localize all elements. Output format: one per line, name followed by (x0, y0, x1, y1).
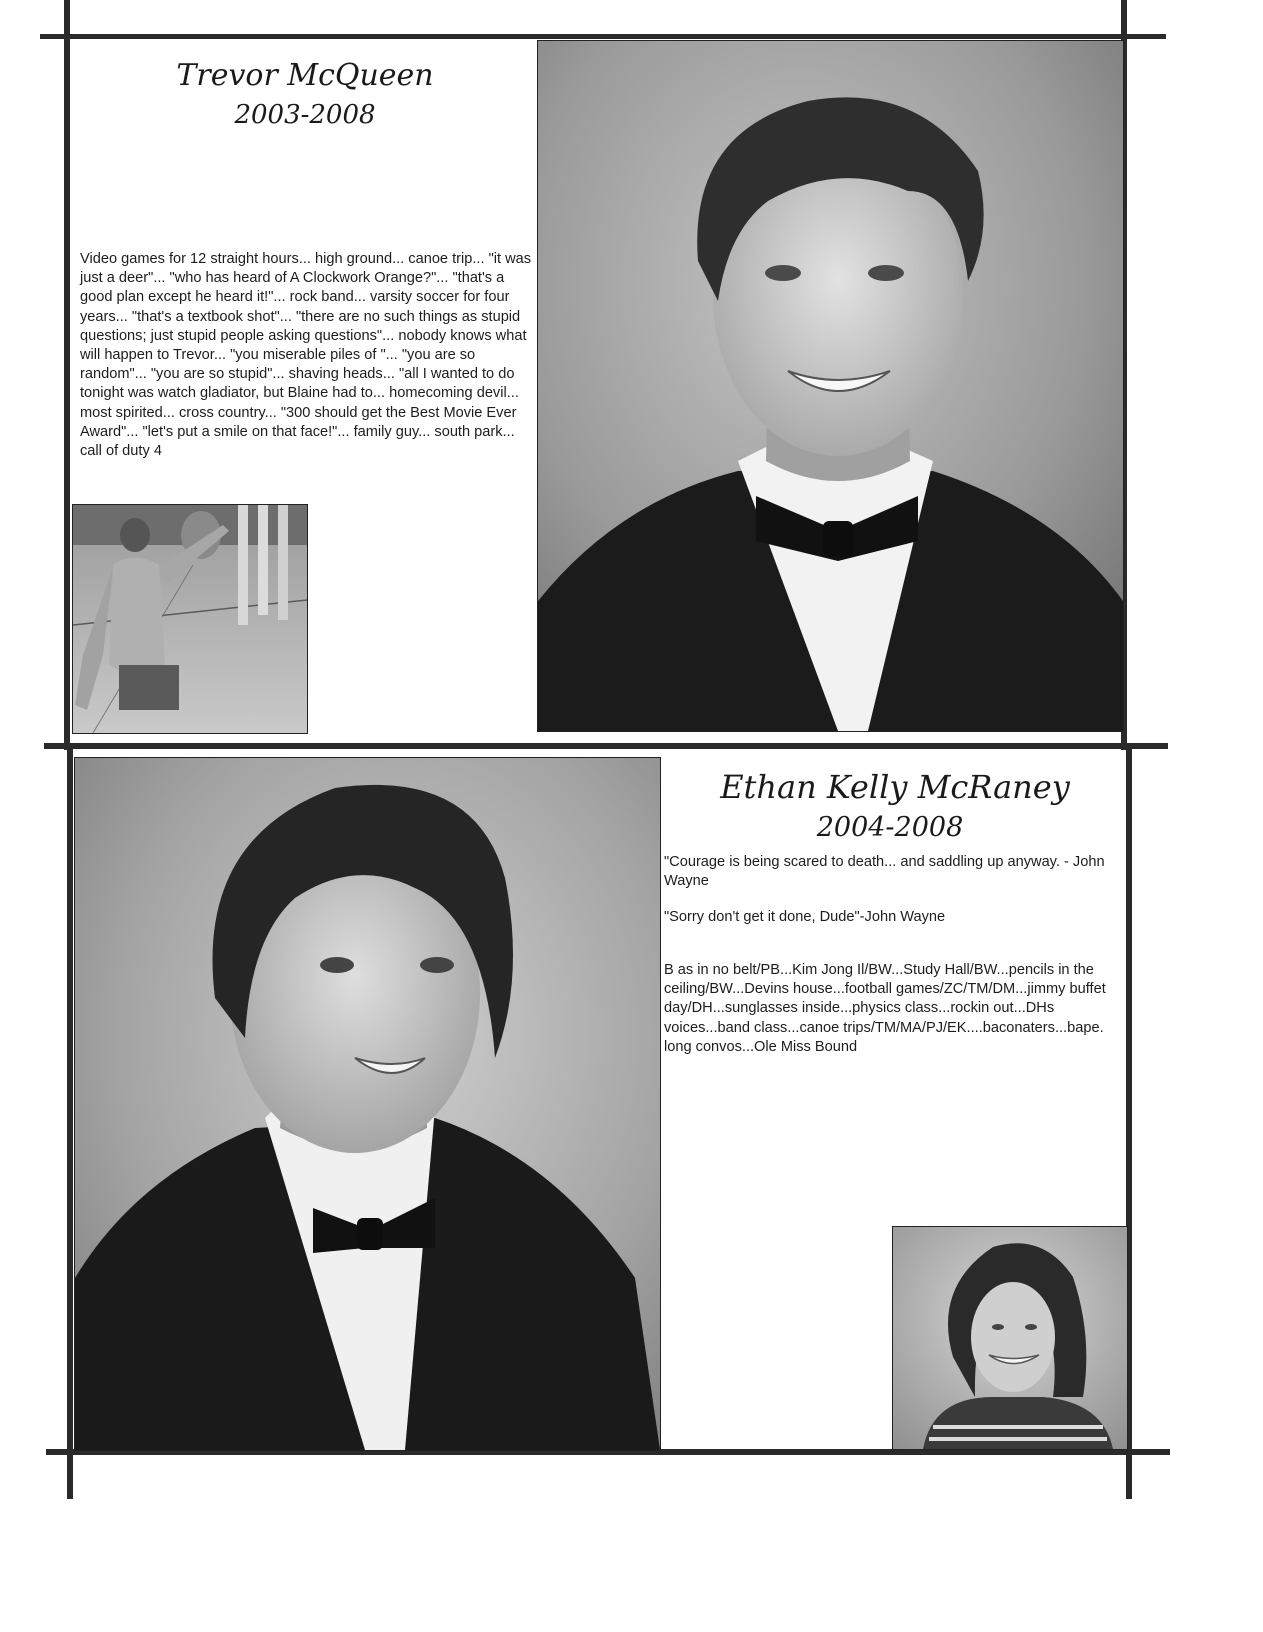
student-name: Ethan Kelly McRaney (720, 768, 1070, 806)
portrait-photo (74, 757, 661, 1451)
student-bio: B as in no belt/PB...Kim Jong Il/BW...Study Hall/BW...pencils in the ceiling/BW...Devins house...football games/ZC/TM/DM...jimmy buffet day/DH...sunglasses inside...physics class...rockin out...DHs voices...band class...canoe trips/TM/MA/PJ/EK....baconaters...bape. long convos...Ole Miss Bound (664, 962, 1106, 1055)
frame-rule-top (40, 34, 1166, 39)
quote-2: "Sorry don't get it done, Dude"-John Wayne (664, 909, 946, 925)
frame-rule-middle (44, 743, 1168, 749)
candid-photo (72, 504, 308, 734)
student-name: Trevor McQueen (176, 58, 434, 93)
portrait-photo (537, 40, 1124, 732)
quote-1: "Courage is being scared to death... and saddling up anyway. - John Wayne (664, 854, 1105, 890)
student-bio: Video games for 12 straight hours... high ground... canoe trip... "it was just a deer"... "who has heard of A Clockwork Orange?"... "that's a good plan except he heard it!"... rock band... varsity soccer for four years... "that's a textbook shot"... "there are no such things as stupid questions; just stupid people asking questions"... nobody knows what will happen to Trevor... "you miserable piles of "... "you are so random"... "you are so stupid"... shaving heads... "all I wanted to do tonight was watch gladiator, but Blaine had to... homecoming devil... most spirited... cross country... "300 should get the Best Movie Ever Award"... "let's put a smile on that face!"... family guy... south park... call of duty 4 (80, 251, 532, 460)
student-years: 2003-2008 (234, 100, 376, 130)
frame-rule-left-bottom (67, 749, 73, 1499)
candid-photo (892, 1226, 1128, 1450)
frame-rule-left-top (64, 0, 70, 750)
student-years: 2004-2008 (816, 812, 964, 843)
